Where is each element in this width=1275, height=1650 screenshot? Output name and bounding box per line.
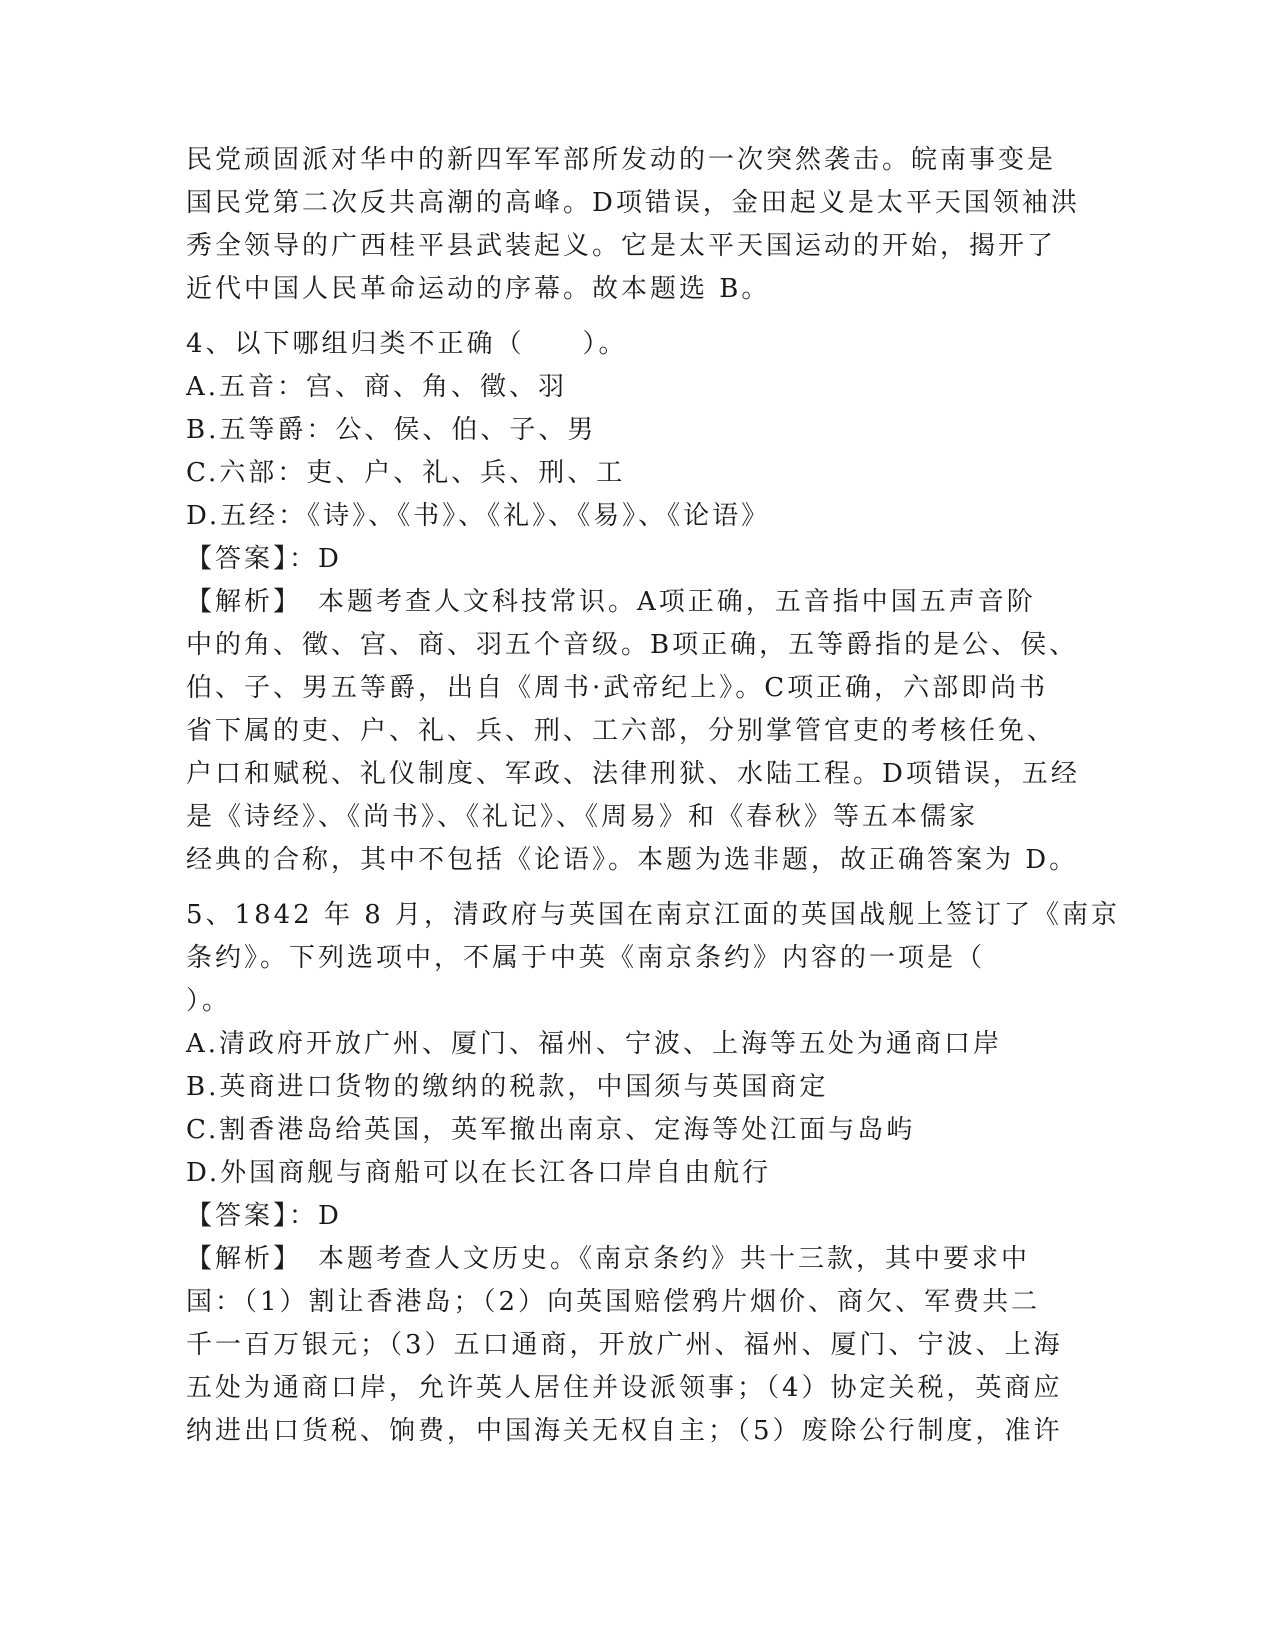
option-c: C.割香港岛给英国，英军撤出南京、定海等处江面与岛屿 — [186, 1115, 916, 1145]
text-line: 近代中国人民革命运动的序幕。故本题选 B。 — [186, 274, 771, 304]
answer-label: 【答案】：D — [186, 544, 342, 574]
option-d: D.外国商舰与商船可以在长江各口岸自由航行 — [186, 1158, 772, 1188]
option-b: B.英商进口货物的缴纳的税款，中国须与英国商定 — [186, 1072, 829, 1102]
analysis-line: 是《诗经》、《尚书》、《礼记》、《周易》和《春秋》等五本儒家 — [186, 802, 979, 832]
option-a: A.五音：宫、商、角、徵、羽 — [186, 372, 568, 402]
analysis-line: 省下属的吏、户、礼、兵、刑、工六部，分别掌管官吏的考核任免、 — [186, 716, 1057, 746]
text-line: 秀全领导的广西桂平县武装起义。它是太平天国运动的开始，揭开了 — [186, 231, 1057, 261]
analysis-line: 【解析】 本题考查人文科技常识。A项正确，五音指中国五声音阶 — [186, 587, 1036, 617]
option-b: B.五等爵：公、侯、伯、子、男 — [186, 415, 597, 445]
intro-paragraph — [186, 139, 1086, 311]
document-page — [186, 139, 1121, 1453]
analysis-line: 经典的合称，其中不包括《论语》。本题为选非题，故正确答案为 D。 — [186, 845, 1079, 875]
option-a: A.清政府开放广州、厦门、福州、宁波、上海等五处为通商口岸 — [186, 1029, 1003, 1059]
question-5 — [186, 894, 1121, 1453]
question-stem: ）。 — [186, 986, 232, 1016]
analysis-line: 国：（1）割让香港岛；（2）向英国赔偿鸦片烟价、商欠、军费共二 — [186, 1287, 1041, 1317]
analysis-line: 【解析】 本题考查人文历史。《南京条约》共十三款，其中要求中 — [186, 1244, 1031, 1274]
text-line: 国民党第二次反共高潮的高峰。D项错误，金田起义是太平天国领袖洪 — [186, 188, 1080, 218]
analysis-line: 伯、子、男五等爵，出自《周书·武帝纪上》。C项正确，六部即尚书 — [186, 673, 1049, 703]
answer-label: 【答案】：D — [186, 1201, 342, 1231]
analysis-line: 户口和赋税、礼仪制度、军政、法律刑狱、水陆工程。D项错误，五经 — [186, 759, 1080, 789]
question-stem: 4、以下哪组归类不正确（ ）。 — [186, 329, 628, 359]
question-4 — [186, 323, 1086, 882]
question-stem: 条约》。下列选项中，不属于中英《南京条约》内容的一项是（ — [186, 943, 986, 973]
option-c: C.六部：吏、户、礼、兵、刑、工 — [186, 458, 626, 488]
question-stem: 5、1842 年 8 月，清政府与英国在南京江面的英国战舰上签订了《南京 — [186, 900, 1121, 930]
text-line: 民党顽固派对华中的新四军军部所发动的一次突然袭击。皖南事变是 — [186, 145, 1057, 175]
analysis-line: 千一百万银元；（3）五口通商，开放广州、福州、厦门、宁波、上海 — [186, 1330, 1063, 1360]
analysis-line: 五处为通商口岸，允许英人居住并设派领事；（4）协定关税，英商应 — [186, 1373, 1063, 1403]
option-d: D.五经：《诗》、《书》、《礼》、《易》、《论语》 — [186, 501, 771, 531]
analysis-line: 中的角、徵、宫、商、羽五个音级。B项正确，五等爵指的是公、侯、 — [186, 630, 1079, 660]
analysis-line: 纳进出口货税、饷费，中国海关无权自主；（5）废除公行制度，准许 — [186, 1416, 1063, 1446]
